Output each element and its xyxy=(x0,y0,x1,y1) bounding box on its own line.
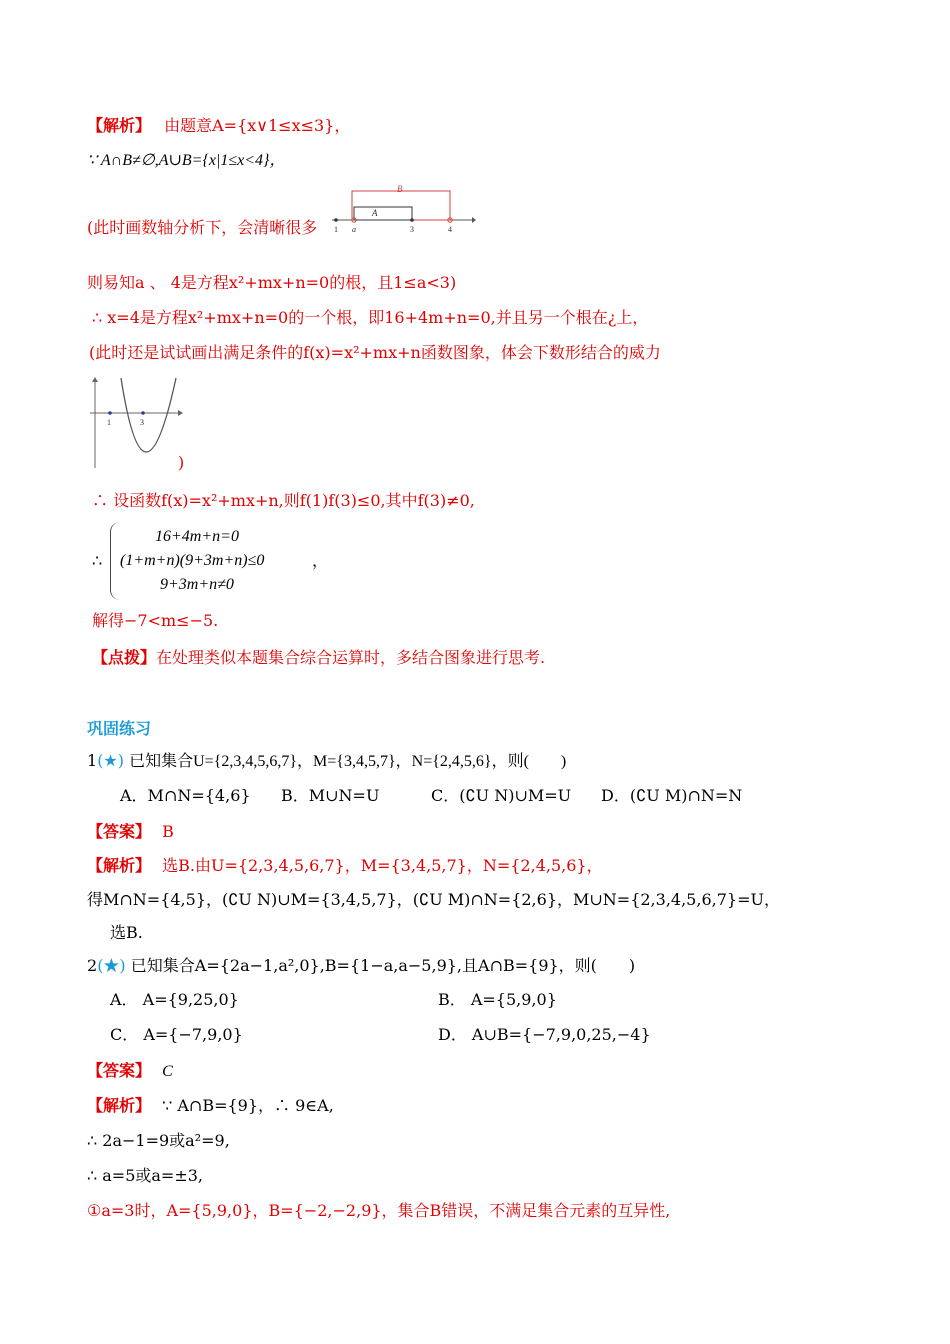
q2-option-d: D． A∪B={−7,9,0,25,−4} xyxy=(438,1025,651,1044)
solution-line-1 xyxy=(87,115,350,137)
system-eq-2: (1+m+n)(9+3m+n)≤0 xyxy=(120,552,265,569)
q1-analysis-line-1 xyxy=(87,855,603,877)
tip-line xyxy=(92,647,545,669)
q1-number: 1 xyxy=(87,751,98,770)
q2-option-a: A． A={9,25,0} xyxy=(110,990,239,1009)
solution-line-5: ∴ x=4是方程x²+mx+n=0的一个根，即16+4m+n=0,并且另一个根在¿上， xyxy=(92,308,649,327)
solution-line-8: 解得−7<m≤−5. xyxy=(92,611,219,630)
therefore-symbol: ∴ xyxy=(92,551,103,570)
label-A: A xyxy=(372,208,378,218)
q2-analysis-tag: 【解析】 xyxy=(87,1096,152,1115)
q2-option-c: C． A={−7,9,0} xyxy=(110,1025,243,1044)
tick-a: a xyxy=(352,225,356,234)
solution-line-2: ∵ A∩B≠∅,A∪B={x|1≤x<4}， xyxy=(87,152,286,169)
q1-answer: B xyxy=(162,822,174,841)
graph-tick-3: 3 xyxy=(140,418,144,427)
q1-analysis-1: 选B.由U={2,3,4,5,6,7}，M={3,4,5,7}，N={2,4,5,6}， xyxy=(162,856,603,875)
tick-1: 1 xyxy=(334,225,338,234)
q2-analysis-3: ∴ a=5或a=±3, xyxy=(87,1166,204,1185)
q1-option-a: A．M∩N={4,6} xyxy=(120,786,251,805)
graph-close-paren: ) xyxy=(178,453,185,472)
q2-answer-tag: 【答案】 xyxy=(87,1061,152,1080)
number-line-figure xyxy=(324,182,476,236)
parabola-graph xyxy=(88,376,184,470)
q2-star: (★) xyxy=(97,956,126,975)
solution-line-7: ∴ 设函数f(x)=x²+mx+n,则f(1)f(3)≤0,其中f(3)≠0, xyxy=(92,491,475,510)
q1-analysis-tag: 【解析】 xyxy=(87,856,152,875)
solution-line-6: (此时还是试试画出满足条件的f(x)=x²+mx+n函数图象，体会下数形结合的威力 xyxy=(89,343,661,362)
q2-option-b: B． A={5,9,0} xyxy=(438,990,557,1009)
system-eq-1: 16+4m+n=0 xyxy=(155,528,239,545)
section-title: 巩固练习 xyxy=(87,719,152,738)
q1-stem: 已知集合U={2,3,4,5,6,7}，M={3,4,5,7}，N={2,4,5,6}，则( ) xyxy=(129,753,567,770)
solution-text-1: 由题意A={x∨1≤x≤3}， xyxy=(164,116,351,135)
q2-number: 2 xyxy=(87,956,98,975)
q1-analysis-2: 得M∩N={4,5}，(∁U N)∪M={3,4,5,7}，(∁U M)∩N={2,6}，M∪N={2,3,4,5,6,7}=U， xyxy=(87,890,780,909)
q2-stem: 已知集合A={2a−1,a²,0},B={1−a,a−5,9},且A∩B={9}，则( ) xyxy=(130,956,636,975)
analysis-tag: 【解析】 xyxy=(87,116,152,135)
q1-answer-line xyxy=(87,821,174,843)
q1-star: (★) xyxy=(97,751,125,770)
q1-stem-line xyxy=(87,750,566,773)
q1-answer-tag: 【答案】 xyxy=(87,822,152,841)
q2-analysis-line-1 xyxy=(87,1095,334,1117)
q1-option-b: B．M∪N=U xyxy=(281,786,380,805)
solution-line-3: (此时画数轴分析下，会清晰很多 xyxy=(87,218,318,237)
tick-4: 4 xyxy=(448,225,452,234)
q2-analysis-1: ∵ A∩B={9}，∴ 9∈A, xyxy=(162,1096,334,1115)
solution-line-4: 则易知a 、 4是方程x²+mx+n=0的根，且1≤a<3) xyxy=(87,273,457,292)
tip-tag: 【点拨】 xyxy=(92,648,157,667)
q1-option-c: C．(∁U N)∪M=U xyxy=(431,786,572,805)
q2-analysis-4: ①a=3时，A={5,9,0}，B={−2,−2,9}，集合B错误，不满足集合元素的互异性, xyxy=(87,1201,671,1220)
q2-analysis-2: ∴ 2a−1=9或a²=9, xyxy=(87,1131,230,1150)
system-eq-3: 9+3m+n≠0 xyxy=(160,576,234,593)
label-B: B xyxy=(397,184,403,194)
q1-analysis-3: 选B. xyxy=(110,923,143,942)
q1-option-d: D．(∁U M)∩N=N xyxy=(601,786,743,805)
tip-text: 在处理类似本题集合综合运算时，多结合图象进行思考. xyxy=(156,648,546,667)
q2-answer: C xyxy=(162,1063,173,1080)
tick-3: 3 xyxy=(410,225,414,234)
system-comma: ， xyxy=(312,551,329,570)
q2-answer-line xyxy=(87,1060,173,1083)
q2-stem-line xyxy=(87,955,635,977)
graph-tick-1: 1 xyxy=(107,418,111,427)
